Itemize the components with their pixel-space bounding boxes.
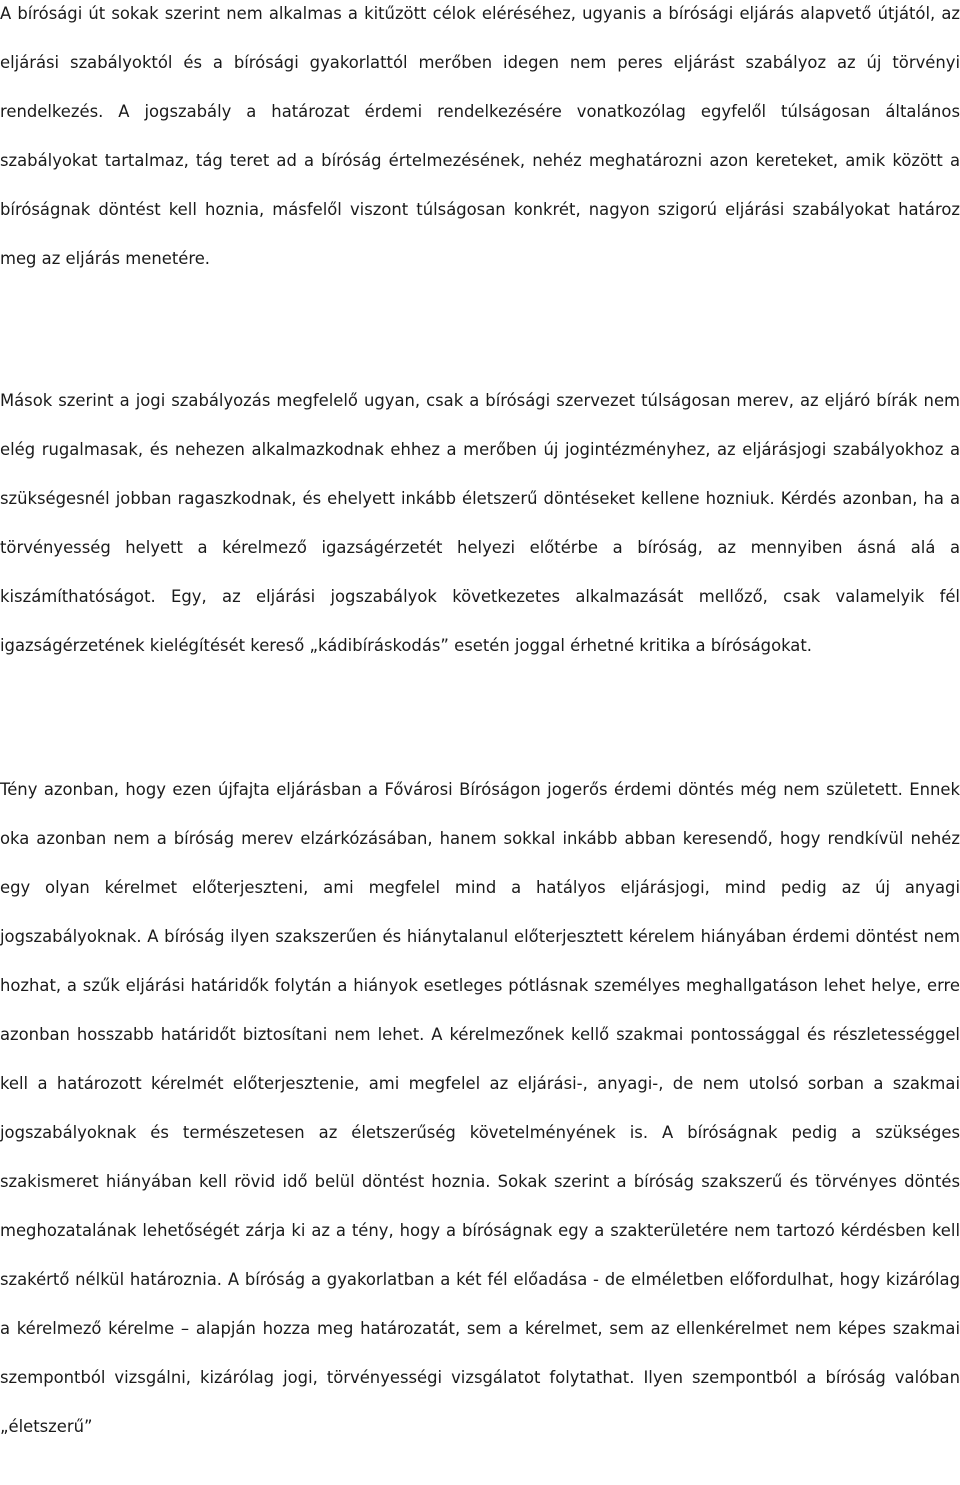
paragraph: Tény azonban, hogy ezen újfajta eljárásban a Fővárosi Bíróságon jogerős érdemi döntés még nem született. Ennek oka azonban nem a bíróság merev elzárkózásában, hanem sokkal inkább abban keresendő, hogy rendkívül nehéz egy olyan kérelmet előterjeszteni, ami megfelel mind a hatályos eljárásjogi, mind pedig az új anyagi jogszabályoknak. A bíróság ilyen szakszerűen és hiánytalanul előterjesztett kérelem hiányában érdemi döntést nem hozhat, a szűk eljárási határidők folytán a hiányok esetleges pótlásnak személyes meghallgatáson lehet helye, erre azonban hosszabb határidőt biztosítani nem lehet. A kérelmezőnek kellő szakmai pontossággal és részletességgel kell a határozott kérelmét előterjesztenie, ami megfelel az eljárási-, anyagi-, de nem utolsó sorban a szakmai jogszabályoknak és természetesen az életszerűség követelményének is. A bíróságnak pedig a szükséges szakismeret hiányában kell rövid idő belül döntést hoznia. Sokak szerint a bíróság szakszerű és törvényes döntés meghozatalának lehetőségét zárja ki az a tény, hogy a bíróságnak egy a szakterületére nem tartozó kérdésben kell szakértő nélkül határoznia. A bíróság a gyakorlatban a két fél előadása - de elméletben előfordulhat, hogy kizárólag a kérelmező kérelme – alapján hozza meg határozatát, sem a kérelmet, sem az ellenkérelmet nem képes szakmai szempontból vizsgálni, kizárólag jogi, törvényességi vizsgálatot folytathat. Ilyen szempontból a bíróság valóban „életszerű” — [0, 780, 960, 1436]
paragraph: A bírósági út sokak szerint nem alkalmas a kitűzött célok eléréséhez, ugyanis a bírósági eljárás alapvető útjától, az eljárási szabályoktól és a bírósági gyakorlattól merőben idegen nem peres eljárást szabályoz az új törvényi rendelkezés. A jogszabály a határozat érdemi rendelkezésére vonatkozólag egyfelől túlságosan általános szabályokat tartalmaz, tág teret ad a bíróság értelmezésének, nehéz meghatározni azon kereteket, amik között a bíróságnak döntést kell hoznia, másfelől viszont túlságosan konkrét, nagyon szigorú eljárási szabályokat határoz meg az eljárás menetére. — [0, 4, 960, 268]
paragraph: Mások szerint a jogi szabályozás megfelelő ugyan, csak a bírósági szervezet túlságosan merev, az eljáró bírák nem elég rugalmasak, és nehezen alkalmazkodnak ehhez a merőben új jogintézményhez, az eljárásjogi szabályokhoz a szükségesnél jobban ragaszkodnak, és ehelyett inkább életszerű döntéseket kellene hozniuk. Kérdés azonban, ha a törvényesség helyett a kérelmező igazságérzetét helyezi előtérbe a bíróság, az mennyiben ásná alá a kiszámíthatóságot. Egy, az eljárási jogszabályok következetes alkalmazását mellőző, csak valamelyik fél igazságérzetének kielégítését kereső „kádibíráskodás” esetén joggal érhetné kritika a bíróságokat. — [0, 391, 960, 655]
